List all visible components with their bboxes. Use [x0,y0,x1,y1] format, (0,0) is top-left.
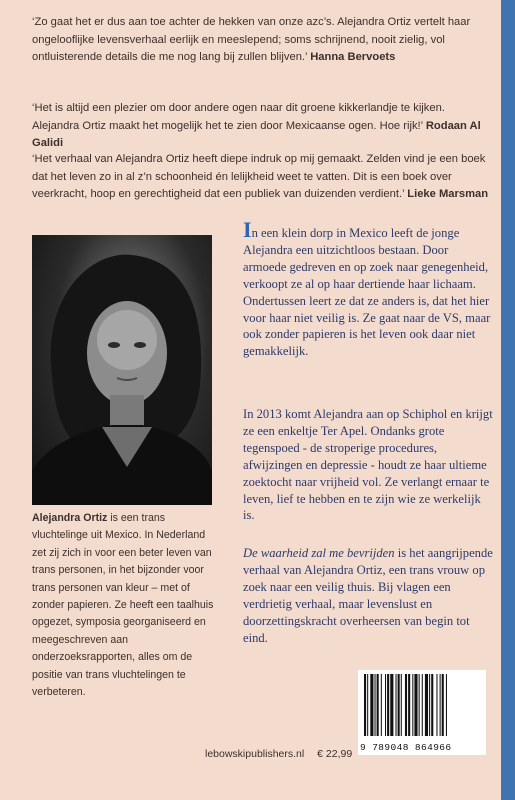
book-title-italic: De waarheid zal me bevrijden [243,546,395,560]
barcode-bar [377,674,379,736]
barcode-bar [405,674,407,736]
author-portrait-illustration [32,235,212,505]
barcode-bar [440,674,441,736]
barcode-bar [414,674,417,736]
spine-edge [501,0,515,800]
isbn-barcode [358,670,486,755]
barcode-bar [367,674,368,736]
author-bio-text: is een trans vluchtelinge uit Mexico. In Nederland zet zij zich in voor een beter leven van trans personen, in het bijzonder voor trans personen van kleur – met of zonder papieren. Ze heeft een taalhuis opgezet, symposia georganiseerd en meegeschreven aan onderzoeksrapporten, alles om de positie van trans vluchtelingen te verbeteren. [32,512,214,699]
publisher-url: lebowskipublishers.nl [205,748,305,760]
author-photo [32,235,212,505]
price: € 22,99 [317,748,353,760]
barcode-bar [396,674,397,736]
quote-3 [32,151,492,204]
barcode-bars [358,670,486,740]
barcode-bar [412,674,413,736]
blurb-paragraph-1-text: n een klein dorp in Mexico leeft de jonge Alejandra een uitzichtloos bestaan. Door armoede gedreven en op zoek naar genegenheid, verkoopt ze al op haar dertiende haar lichaam. Ondertussen leert ze dat ze anders is, dat het hier voor haar niet veilig is. Ze gaat naar de VS, maar ook zonder papieren is het leven ook daar niet gemakkelijk. [243,226,491,359]
barcode-bar [419,674,420,736]
blurb-paragraph-2: In 2013 komt Alejandra aan op Schiphol en krijgt ze een enkeltje Ter Apel. Ondanks grote tegenspoed - de stroperige procedures, afwijzingen en depressie - houdt ze haar ultieme zoektocht naar vrijheid vol. Ze verlangt ernaar te leven, lief te hebben en te zijn wie ze werkelijk is. [243,407,493,523]
quote-2 [32,100,492,153]
barcode-bar [387,674,389,736]
blurb-paragraph-1 [243,217,493,360]
author-name: Alejandra Ortiz [32,512,108,524]
barcode-bar [429,674,430,736]
dropcap-letter: I [243,217,252,242]
barcode-bar [425,674,428,736]
quote-1-author: Hanna Bervoets [310,51,396,63]
quote-1 [32,14,492,67]
blurb-paragraph-3 [243,545,493,646]
quote-1-text: ‘Zo gaat het er dus aan toe achter de hekken van onze azc’s. Alejandra Ortiz vertelt haar ongelooflijke levensverhaal eerlijk en meeslepend; soms schrijnend, nooit zielig, vol ontluisterende details die me nog lang bij zullen blijven.’ [32,16,471,63]
quote-2-author: Rodaan Al Galidi [32,119,481,149]
publisher-footer [205,748,352,760]
barcode-bar [385,674,386,736]
barcode-bar [422,674,423,736]
barcode-bar [446,674,447,736]
barcode-bar [408,674,410,736]
barcode-bar [390,674,393,736]
quote-3-author: Lieke Marsman [407,188,489,200]
barcode-bar [398,674,400,736]
barcode-bar [442,674,444,736]
barcode-bar [431,674,433,736]
barcode-bar [375,674,376,736]
blurb-paragraph-3-text: is het aangrijpende verhaal van Alejandra Ortiz, een trans vrouw op zoek naar een veilig thuis. Bij vlagen een verdrietig verhaal, maar levenslust en doorzettingskracht overheersen van begin tot eind. [243,546,493,645]
barcode-bar [370,674,373,736]
barcode-bar [381,674,382,736]
author-bio [32,510,222,701]
quote-3-text: ‘Het verhaal van Alejandra Ortiz heeft diepe indruk op mij gemaakt. Zelden vind je een boek dat het leven zo in al z’n schoonheid én lelijkheid weet te vatten. Dit is een boek over veerkracht, hoop en gerechtigheid dat een publiek van duizenden verdient.’ [32,153,486,200]
barcode-bar [364,674,366,736]
quote-2-text: ‘Het is altijd een plezier om door andere ogen naar dit groene kikkerlandje te kijken. Alejandra Ortiz maakt het mogelijk het te zien door Mexicaanse ogen. Hoe rijk!’ [32,102,445,132]
barcode-bar [401,674,402,736]
barcode-bar [436,674,437,736]
isbn-number: 9 789048 864966 [360,742,452,753]
